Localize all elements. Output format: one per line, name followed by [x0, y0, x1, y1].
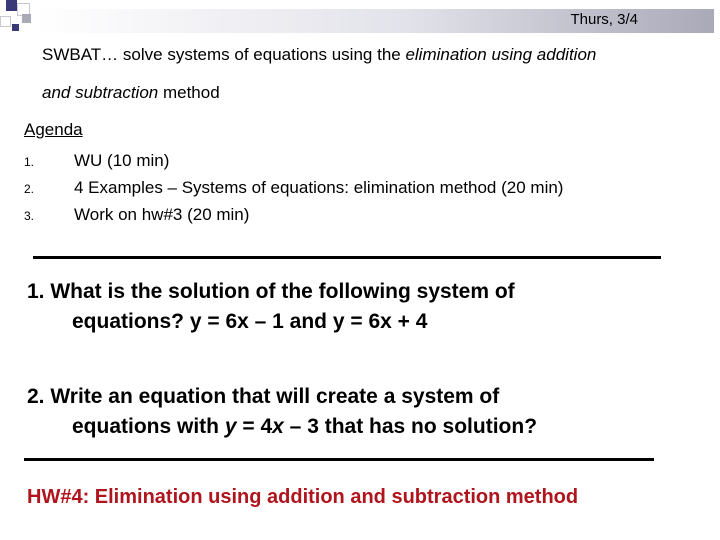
- swbat-emphasis-1: elimination using addition: [405, 45, 597, 64]
- date-label: Thurs, 3/4: [570, 11, 638, 28]
- question-2-text-b: = 4: [236, 415, 273, 438]
- divider-top: [33, 256, 661, 259]
- corner-square-outline: [0, 16, 11, 27]
- warmup-question-1: [27, 277, 515, 337]
- agenda-item-number: 2.: [24, 182, 35, 196]
- warmup-question-2: [27, 382, 537, 442]
- corner-square-gray: [22, 14, 31, 23]
- swbat-objective: [42, 36, 712, 112]
- question-1-line-1: 1. What is the solution of the following system of: [27, 280, 515, 303]
- question-2-var-y: y: [224, 415, 237, 438]
- question-2-line-2: [27, 412, 537, 442]
- agenda-item-text: WU (10 min): [74, 151, 170, 170]
- question-2-line-1: 2. Write an equation that will create a system of: [27, 385, 500, 408]
- question-1-line-2: equations? y = 6x – 1 and y = 6x + 4: [72, 310, 428, 333]
- question-2-text-c: – 3 that has no solution?: [283, 415, 538, 438]
- agenda-item-text: 4 Examples – Systems of equations: elimination method (20 min): [74, 178, 564, 197]
- agenda-item-number: 3.: [24, 209, 35, 223]
- swbat-suffix: method: [158, 83, 220, 102]
- swbat-prefix: SWBAT… solve systems of equations using the: [42, 45, 406, 64]
- question-2-text-a: equations with: [72, 415, 225, 438]
- agenda-item-text: Work on hw#3 (20 min): [74, 205, 250, 224]
- corner-decoration: [0, 0, 32, 40]
- homework-assignment: HW#4: Elimination using addition and subtraction method: [27, 486, 579, 508]
- agenda-item-number: 1.: [24, 155, 35, 169]
- swbat-emphasis-2: and subtraction: [42, 83, 159, 102]
- corner-square-dark: [6, 0, 17, 11]
- divider-bottom: [24, 458, 654, 461]
- question-2-var-x: x: [272, 415, 284, 438]
- agenda-heading: Agenda: [24, 120, 83, 139]
- corner-square-small: [12, 24, 19, 31]
